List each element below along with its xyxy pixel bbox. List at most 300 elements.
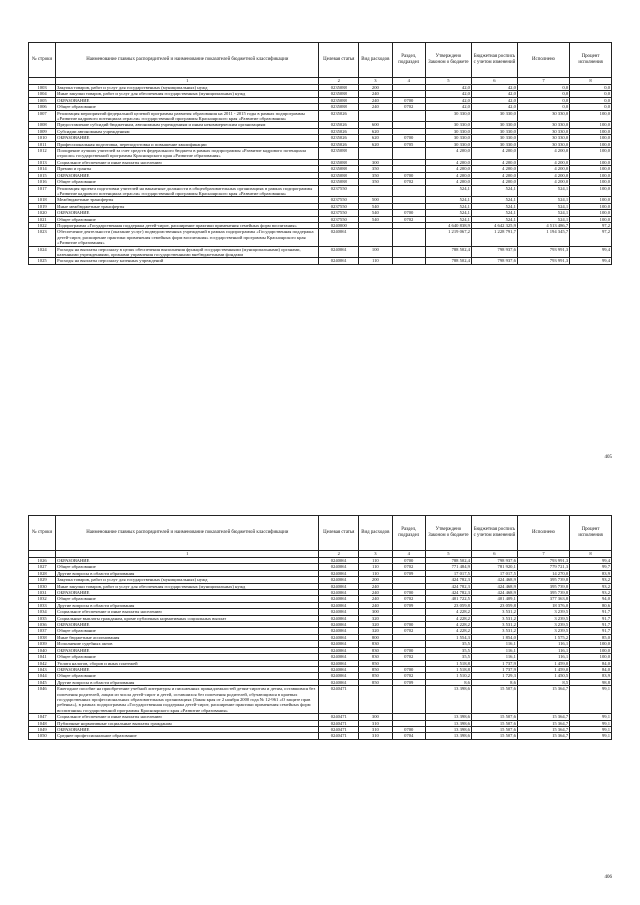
row-pct: 91,7 [570, 628, 612, 634]
table-header [29, 516, 612, 551]
row-number: 1042 [29, 660, 56, 666]
row-number: 1040 [29, 647, 56, 653]
row-number: 1026 [29, 558, 56, 564]
row-done: 1 459,0 [517, 666, 569, 672]
row-name: Реализация проекта подготовки учителей на вакантные должности в общеобразовательных организациях в рамках подпрограммы «Развитие кадрового потенциала отрасли» государственной программы Красноярского края «Развитие образования» [56, 185, 319, 197]
row-code: 0235088 [319, 172, 359, 178]
row-approved: 17 017,5 [425, 570, 471, 576]
row-plan: 3 531,2 [471, 609, 517, 615]
row-plan: 401 409,1 [471, 596, 517, 602]
row-done: 524,1 [517, 203, 569, 209]
row-done: 3 239,5 [517, 615, 569, 621]
row-number: 1036 [29, 622, 56, 628]
row-plan: 42,0 [471, 91, 517, 97]
row-razd [392, 246, 425, 258]
row-done: 0,0 [517, 104, 569, 110]
row-plan: 3 531,2 [471, 615, 517, 621]
row-done: 4 200,0 [517, 166, 569, 172]
row-name: Общее образование [56, 628, 319, 634]
row-razd: 0700 [392, 97, 425, 103]
row-number: 1030 [29, 583, 56, 589]
row-code: 0235088 [319, 166, 359, 172]
row-vid: 620 [359, 135, 392, 141]
row-number: 1005 [29, 97, 56, 103]
row-vid: 350 [359, 166, 392, 172]
column-index: 2 [319, 551, 359, 558]
row-number: 1027 [29, 564, 56, 570]
row-approved: 13 398,6 [425, 726, 471, 732]
row-pct: 100,0 [570, 148, 612, 160]
row-plan: 798 937,6 [471, 246, 517, 258]
row-plan: 15 507,6 [471, 726, 517, 732]
row-approved: 424 782,3 [425, 583, 471, 589]
row-done: 793 991,3 [517, 246, 569, 258]
row-code: 0240061 [319, 634, 359, 640]
row-code: 0240061 [319, 596, 359, 602]
row-approved: 42,0 [425, 85, 471, 91]
row-done: 116,1 [517, 641, 569, 647]
row-number: 1016 [29, 179, 56, 185]
row-done: 395 739,8 [517, 577, 569, 583]
row-razd: 0700 [392, 647, 425, 653]
row-done: 8,5 [517, 679, 569, 685]
row-pct: 99,7 [570, 564, 612, 570]
header-code: Целевая статья [319, 43, 359, 78]
row-pct: 100,0 [570, 210, 612, 216]
row-code: 0240471 [319, 720, 359, 726]
row-vid: 240 [359, 97, 392, 103]
row-done: 4 200,0 [517, 179, 569, 185]
row-name: Поощрение лучших учителей за счет средств федерального бюджета в рамках подпрограммы «Развитие кадрового потенциала отрасли» государственной программы Красноярского края «Развитие образования» [56, 148, 319, 160]
row-done: 15 364,7 [517, 726, 569, 732]
row-razd [392, 686, 425, 714]
row-vid: 310 [359, 720, 392, 726]
table-header [29, 43, 612, 78]
column-index: 7 [517, 78, 569, 85]
row-vid [359, 110, 392, 122]
header-code: Целевая статья [319, 516, 359, 551]
row-pct: 99,1 [570, 714, 612, 720]
row-done: 30 330,0 [517, 110, 569, 122]
row-code: 0240471 [319, 726, 359, 732]
row-plan: 524,1 [471, 185, 517, 197]
row-vid: 300 [359, 609, 392, 615]
row-vid [359, 185, 392, 197]
row-done: 524,1 [517, 210, 569, 216]
row-number: 1004 [29, 91, 56, 97]
row-name: Общее образование [56, 104, 319, 110]
row-vid: 300 [359, 159, 392, 165]
row-razd [392, 229, 425, 246]
row-name: Субсидии автономным учреждениям [56, 128, 319, 134]
row-razd [392, 110, 425, 122]
row-pct: 100,0 [570, 122, 612, 128]
row-done: 15 364,7 [517, 714, 569, 720]
row-done: 395 739,8 [517, 590, 569, 596]
row-approved: 30 330,0 [425, 128, 471, 134]
row-number: 1011 [29, 141, 56, 147]
row-code: 0235026 [319, 122, 359, 128]
column-index: 7 [517, 551, 569, 558]
row-code: 0235026 [319, 128, 359, 134]
row-plan: 30 330,0 [471, 141, 517, 147]
row-approved: 35,5 [425, 647, 471, 653]
column-index: 8 [570, 78, 612, 85]
table-row [29, 258, 612, 264]
row-approved: 1 510,2 [425, 673, 471, 679]
row-done: 3 239,5 [517, 622, 569, 628]
row-vid: 300 [359, 714, 392, 720]
page-number: 405 [604, 455, 612, 460]
row-approved: 788 502,4 [425, 246, 471, 258]
row-code: 0235026 [319, 110, 359, 122]
row-approved: 401 722,5 [425, 596, 471, 602]
row-approved: 4 228,2 [425, 609, 471, 615]
row-number: 1047 [29, 714, 56, 720]
row-vid: 600 [359, 122, 392, 128]
row-done: 3 239,5 [517, 628, 569, 634]
row-razd: 0702 [392, 654, 425, 660]
row-razd: 0700 [392, 172, 425, 178]
row-approved: 4 228,2 [425, 615, 471, 621]
row-name: ОБРАЗОВАНИЕ [56, 210, 319, 216]
row-approved: 4 200,0 [425, 166, 471, 172]
row-razd: 0704 [392, 733, 425, 739]
row-code: 0240061 [319, 647, 359, 653]
row-done: 377 363,8 [517, 596, 569, 602]
row-approved: 30 330,0 [425, 122, 471, 128]
row-vid: 240 [359, 590, 392, 596]
row-code: 0237550 [319, 185, 359, 197]
row-razd: 0702 [392, 179, 425, 185]
row-razd: 0709 [392, 602, 425, 608]
row-name: Подпрограмма «Государственная поддержка детей-сирот, расширение практики применения семейных форм воспитания» [56, 222, 319, 228]
header-plan: Бюджетная роспись с учетом изменений [471, 516, 517, 551]
row-plan: 798 937,6 [471, 558, 517, 564]
row-pct: 85,0 [570, 634, 612, 640]
row-name: Общее образование [56, 179, 319, 185]
row-pct: 97,2 [570, 222, 612, 228]
row-razd: 0700 [392, 135, 425, 141]
row-vid: 200 [359, 577, 392, 583]
row-vid: 830 [359, 641, 392, 647]
row-razd: 0705 [392, 141, 425, 147]
row-approved: 788 502,4 [425, 258, 471, 264]
row-vid: 110 [359, 564, 392, 570]
row-approved: 524,1 [425, 216, 471, 222]
column-index: 4 [392, 551, 425, 558]
row-code: 0237550 [319, 197, 359, 203]
row-approved: 4 200,0 [425, 172, 471, 178]
row-pct: 99,4 [570, 258, 612, 264]
header-approved: Утверждено Законом о бюджете [425, 43, 471, 78]
row-pct: 100,0 [570, 654, 612, 660]
row-done: 1 459,0 [517, 660, 569, 666]
row-number: 1008 [29, 122, 56, 128]
row-pct: 100,0 [570, 135, 612, 141]
column-index: 6 [471, 551, 517, 558]
column-index [29, 78, 56, 85]
row-number: 1014 [29, 166, 56, 172]
row-code: 0240061 [319, 229, 359, 246]
row-name: Предоставление субсидий бюджетным, автономным учреждениям и иным некоммерческим организациям [56, 122, 319, 128]
column-index: 2 [319, 78, 359, 85]
row-done: 30 330,0 [517, 141, 569, 147]
row-approved: 30 330,0 [425, 141, 471, 147]
row-number: 1031 [29, 590, 56, 596]
row-approved: 524,1 [425, 197, 471, 203]
row-vid [359, 148, 392, 160]
row-approved: 13 398,6 [425, 733, 471, 739]
row-approved: 4 640 838,9 [425, 222, 471, 228]
row-name: Публичные нормативные социальные выплаты гражданам [56, 720, 319, 726]
row-razd [392, 148, 425, 160]
row-code: 0235026 [319, 141, 359, 147]
column-index: 3 [359, 78, 392, 85]
row-pct: 99,1 [570, 726, 612, 732]
row-plan: 1 737,9 [471, 660, 517, 666]
row-pct: 100,0 [570, 128, 612, 134]
row-name: Закупка товаров, работ и услуг для государственных (муниципальных) нужд [56, 85, 319, 91]
row-code: 0240061 [319, 615, 359, 621]
row-approved: 4 200,0 [425, 159, 471, 165]
column-index: 6 [471, 78, 517, 85]
row-number: 1029 [29, 577, 56, 583]
row-done: 30 330,0 [517, 128, 569, 134]
row-plan: 1 228 791,7 [471, 229, 517, 246]
row-approved: 1 554,3 [425, 634, 471, 640]
row-plan: 30 330,0 [471, 110, 517, 122]
row-number: 1017 [29, 185, 56, 197]
row-vid: 310 [359, 726, 392, 732]
row-vid: 350 [359, 179, 392, 185]
row-razd: 0709 [392, 679, 425, 685]
row-pct: 84,0 [570, 666, 612, 672]
row-vid [359, 686, 392, 714]
row-name: Общее образование [56, 673, 319, 679]
row-code: 0235088 [319, 97, 359, 103]
column-index: 3 [359, 551, 392, 558]
row-name: Социальное обеспечение и иные выплаты населению [56, 609, 319, 615]
row-name: Межбюджетные трансферты [56, 197, 319, 203]
row-razd [392, 258, 425, 264]
row-done: 1 575,2 [517, 634, 569, 640]
table-row [29, 148, 612, 160]
row-vid: 110 [359, 558, 392, 564]
row-razd: 0700 [392, 558, 425, 564]
row-vid: 320 [359, 628, 392, 634]
row-plan: 15 507,6 [471, 714, 517, 720]
table-body [29, 558, 612, 740]
row-vid: 540 [359, 203, 392, 209]
row-plan: 1 737,9 [471, 666, 517, 672]
row-pct: 0,0 [570, 85, 612, 91]
row-done: 4 513 486,7 [517, 222, 569, 228]
row-pct: 93,2 [570, 583, 612, 589]
header-razd: Раздел, подраздел [392, 43, 425, 78]
row-number: 1020 [29, 210, 56, 216]
row-done: 395 739,8 [517, 583, 569, 589]
row-razd: 0702 [392, 673, 425, 679]
row-number: 1012 [29, 148, 56, 160]
row-vid: 620 [359, 141, 392, 147]
header-done: Исполнено [517, 43, 569, 78]
table-row [29, 246, 612, 258]
row-vid: 540 [359, 216, 392, 222]
row-code: 0240471 [319, 686, 359, 714]
header-razd: Раздел, подраздел [392, 516, 425, 551]
row-vid: 240 [359, 104, 392, 110]
row-pct: 99,1 [570, 720, 612, 726]
row-vid: 830 [359, 654, 392, 660]
row-pct: 99,4 [570, 558, 612, 564]
row-approved: 42,0 [425, 104, 471, 110]
row-plan: 4 200,0 [471, 166, 517, 172]
row-name: Среднее профессиональное образование [56, 733, 319, 739]
row-done: 4 200,0 [517, 159, 569, 165]
row-number: 1021 [29, 216, 56, 222]
row-plan: 30 330,0 [471, 135, 517, 141]
row-number: 1032 [29, 596, 56, 602]
row-pct: 93,2 [570, 577, 612, 583]
row-number: 1044 [29, 673, 56, 679]
column-index [29, 551, 56, 558]
column-index-row [29, 78, 612, 85]
row-approved: 23 059,8 [425, 602, 471, 608]
row-pct: 100,0 [570, 216, 612, 222]
row-pct: 100,0 [570, 166, 612, 172]
row-pct: 91,7 [570, 622, 612, 628]
row-approved: 1 518,8 [425, 660, 471, 666]
row-pct: 93,2 [570, 590, 612, 596]
row-name: Расходы на выплаты персоналу казенных учреждений [56, 258, 319, 264]
row-plan: 30 330,0 [471, 128, 517, 134]
row-code: 0240061 [319, 602, 359, 608]
row-razd: 0702 [392, 104, 425, 110]
row-done: 4 200,0 [517, 148, 569, 160]
row-code: 0237550 [319, 216, 359, 222]
row-done: 14 270,0 [517, 570, 569, 576]
row-code: 0235088 [319, 159, 359, 165]
row-plan: 3 531,2 [471, 628, 517, 634]
table-row [29, 110, 612, 122]
row-code: 0240061 [319, 564, 359, 570]
row-vid: 850 [359, 679, 392, 685]
row-pct: 97,2 [570, 229, 612, 246]
row-approved: 13 398,6 [425, 714, 471, 720]
table-row [29, 686, 612, 714]
row-code: 0235088 [319, 104, 359, 110]
row-number: 1028 [29, 570, 56, 576]
row-vid: 110 [359, 570, 392, 576]
row-approved: 42,0 [425, 91, 471, 97]
column-index-row [29, 551, 612, 558]
row-name: Иные межбюджетные трансферты [56, 203, 319, 209]
row-name: Расходы на выплаты персоналу в целях обеспечения выполнения функций государственными (муниципальными) органами, казенными учреждениями, органами управления государственными внебюджетными фондами [56, 246, 319, 258]
budget-table-page-406 [28, 515, 612, 740]
column-index: 4 [392, 78, 425, 85]
row-vid: 240 [359, 596, 392, 602]
row-name: Общее образование [56, 564, 319, 570]
row-plan: 8,6 [471, 679, 517, 685]
row-plan: 4 200,0 [471, 148, 517, 160]
row-razd: 0700 [392, 666, 425, 672]
row-razd: 0702 [392, 216, 425, 222]
row-code: 0240061 [319, 622, 359, 628]
row-number: 1015 [29, 172, 56, 178]
row-code: 0240061 [319, 558, 359, 564]
row-vid: 850 [359, 660, 392, 666]
row-name: ОБРАЗОВАНИЕ [56, 558, 319, 564]
table-row [29, 229, 612, 246]
row-approved: 4 228,2 [425, 622, 471, 628]
row-vid: 800 [359, 634, 392, 640]
row-done: 779 721,3 [517, 564, 569, 570]
row-plan: 15 507,6 [471, 733, 517, 739]
row-pct: 99,1 [570, 733, 612, 739]
row-done: 524,1 [517, 185, 569, 197]
row-name: ОБРАЗОВАНИЕ [56, 726, 319, 732]
row-name: Ежегодное пособие на приобретение учебной литературы и письменных принадлежностей детям-сиротам и детям, оставшимся без попечения родителей, лицам из числа детей-сирот и детей, оставшихся без попечения родителей, обучающимся в краевых государственных профессиональных образовательных организациях (Закон края от 2 ноября 2000 года № 12-961 «О защите прав ребенка»), в рамках подпрограммы «Государственная поддержка детей-сирот, расширение практики применения семейных форм воспитания» государственной программы Красноярского края «Развитие образования» [56, 686, 319, 714]
row-number: 1035 [29, 615, 56, 621]
header-vid: Вид расходов [359, 43, 392, 78]
row-pct: 100,0 [570, 179, 612, 185]
row-razd: 0700 [392, 726, 425, 732]
row-plan: 116,1 [471, 641, 517, 647]
row-vid: 110 [359, 258, 392, 264]
row-name: Общее образование [56, 654, 319, 660]
row-code: 0240061 [319, 673, 359, 679]
row-pct: 100,0 [570, 641, 612, 647]
column-index: 1 [56, 78, 319, 85]
row-name: Социальные выплаты гражданам, кроме публичных нормативных социальных выплат [56, 615, 319, 621]
row-number: 1018 [29, 197, 56, 203]
row-done: 116,1 [517, 647, 569, 653]
row-done: 15 364,7 [517, 686, 569, 714]
row-pct: 0,0 [570, 91, 612, 97]
table-body [29, 85, 612, 265]
row-number: 1039 [29, 641, 56, 647]
row-name: Премии и гранты [56, 166, 319, 172]
row-number: 1007 [29, 110, 56, 122]
table-row [29, 733, 612, 739]
row-plan: 23 059,8 [471, 602, 517, 608]
row-razd: 0700 [392, 590, 425, 596]
row-plan: 1 729,3 [471, 673, 517, 679]
row-name: Другие вопросы в области образования [56, 679, 319, 685]
row-vid [359, 229, 392, 246]
row-plan: 781 920,1 [471, 564, 517, 570]
header-pct: Процент исполнения [570, 516, 612, 551]
row-code: 0240000 [319, 222, 359, 228]
row-done: 30 330,0 [517, 135, 569, 141]
row-plan: 42,0 [471, 97, 517, 103]
row-vid: 850 [359, 666, 392, 672]
row-name: Иные закупки товаров, работ и услуг для обеспечения государственных (муниципальных) нужд [56, 91, 319, 97]
row-approved: 771 484,9 [425, 564, 471, 570]
row-pct: 100,0 [570, 110, 612, 122]
row-vid: 200 [359, 85, 392, 91]
row-plan: 4 642 325,9 [471, 222, 517, 228]
row-name: ОБРАЗОВАНИЕ [56, 647, 319, 653]
row-pct: 100,0 [570, 172, 612, 178]
row-vid: 830 [359, 647, 392, 653]
row-name: ОБРАЗОВАНИЕ [56, 622, 319, 628]
row-approved: 30 330,0 [425, 110, 471, 122]
row-vid: 100 [359, 246, 392, 258]
table-row [29, 185, 612, 197]
row-code: 0235088 [319, 179, 359, 185]
